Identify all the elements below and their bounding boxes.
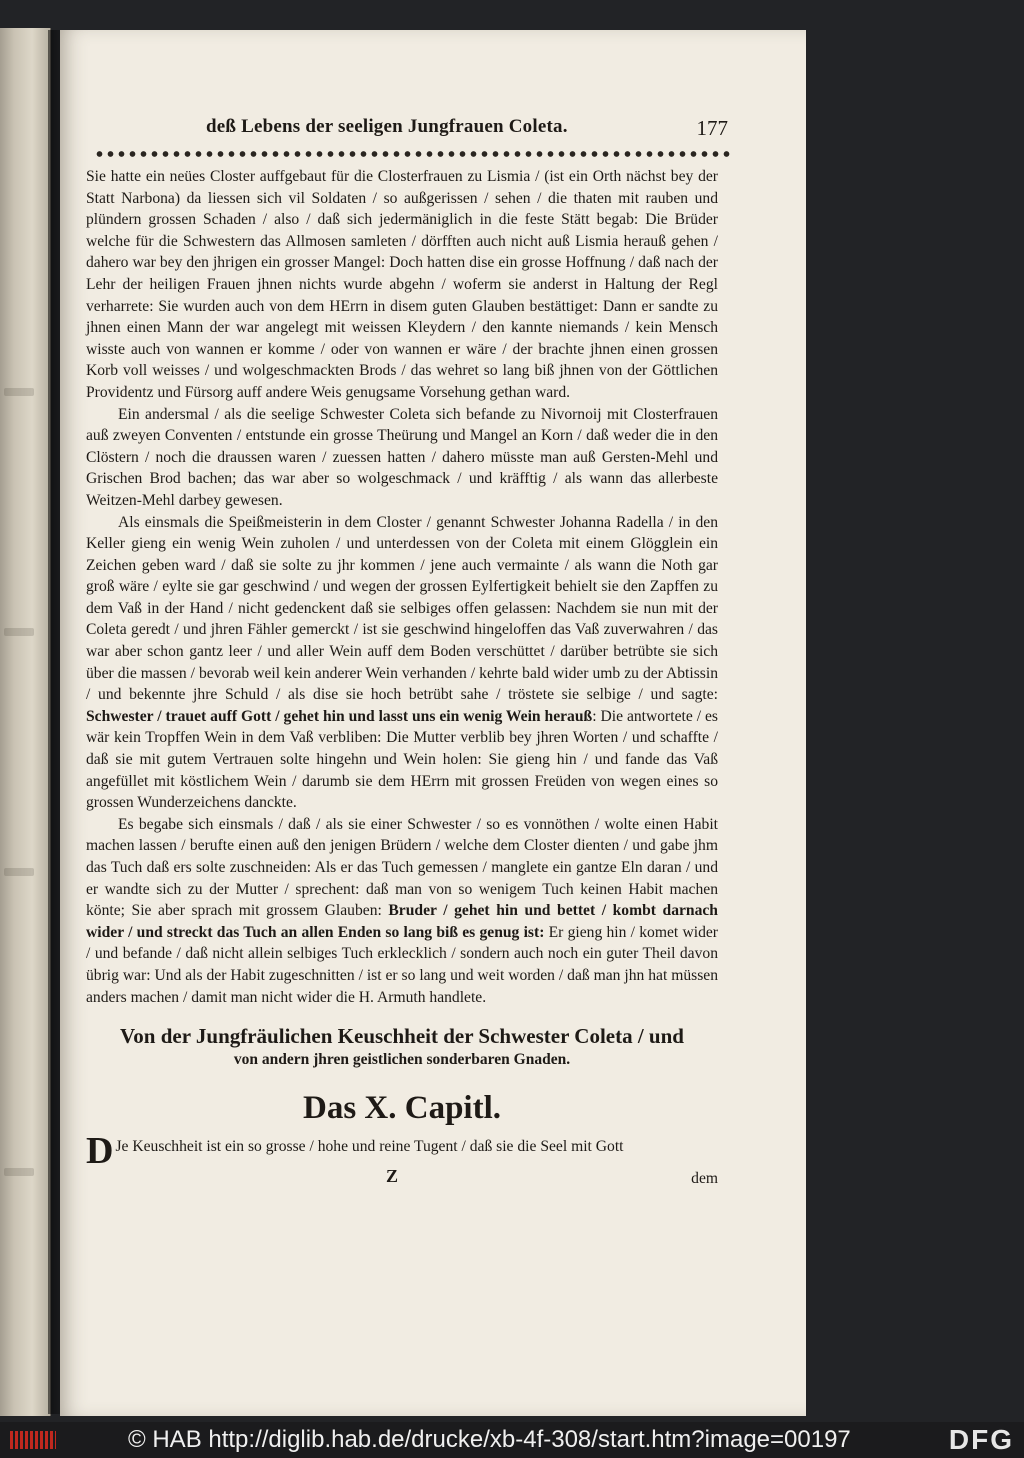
chapter-subtitle: von andern jhren geistlichen sonderbaren Gnaden. — [233, 1051, 571, 1069]
facing-page-edge — [0, 28, 51, 1416]
dfg-logo: DFG — [948, 1424, 1014, 1455]
opening-text: Je Keuschheit ist ein so grosse / hohe und reine Tugent / daß sie die Seel mit Gott — [115, 1138, 624, 1156]
running-head-title: deß Lebens der seeligen Jungfrauen Coleta. — [206, 116, 568, 137]
paragraph-3-quote: Schwester / trauet auff Gott / gehet hin und lasst uns ein wenig Wein herauß — [86, 707, 593, 725]
ornament-rule — [94, 148, 734, 160]
paragraph-4 — [86, 814, 718, 1008]
paragraph-1-text: Sie hatte ein neües Closter auffgebaut für die Closterfrauen zu Lismia / (ist ein Orth nächst bey der Statt Narbona) da liessen sich vil Soldaten / so außgerissen / sehen / die thaten mit rauben und plündern grossen Schaden / also / daß sich jedermäniglich in die feste Stätt begab: Die Brüder welche für die Schwestern das Allmosen samleten / dörfften auch nicht auß Lismia herauß gehen / dahero war bey den jhrigen ein grosser Mangel: Doch hatten dise ein grosse Hoffnung / daß nach der Lehr der heiligen Frauen jhnen nichts wurde abgehn / woferm sie anderst in Haltung der Regl verharrete: Sie wurden auch von dem HErrn in disem guten Glauben bestättiget: Dann er sandte zu jhnen einen Mann der war angelegt mit weissen Kleydern / den kannte niemands / kein Mensch wisste auch von wannen er komme / oder von wannen er wäre / der brachte jhnen einen grossen Korb voll weisses / und wolgeschmackten Brods / das wehret so lang biß jhnen von der Göttlichen Providentz und Fürsorg auff andere Weis genugsame Vorsehung gethan ward. — [86, 168, 718, 401]
paragraph-1 — [86, 166, 718, 404]
page-number: 177 — [696, 116, 728, 140]
paragraph-2 — [86, 404, 718, 512]
catchword: dem — [691, 1170, 718, 1188]
chapter-heading: Das X. Capitl. — [302, 1090, 502, 1127]
book-page — [60, 30, 806, 1416]
running-head — [86, 116, 728, 146]
chapter-title: Von der Jungfräulichen Keuschheit der Schwester Coleta / und — [120, 1024, 684, 1049]
viewer-footer — [0, 1422, 1024, 1458]
paragraph-4-text: Es begabe sich einsmals / daß / als sie einer Schwester / so es vonnöthen / wolte einen Habit machen lassen / berufte einen auß den jenigen Brüdern / welche dem Closter dienten / und gabe jhm das Tuch daß ers solte zuschneiden: Als er das Tuch gemessen / manglete ein gantze Eln daran / und er wandte sich zu der Mutter / sprechent: daß man von so wenigem Tuch keinen Habit machen könte; Sie aber sprach mit grossem Glauben: — [86, 815, 718, 920]
paragraph-3-text: Als einsmals die Speißmeisterin in dem Closter / genannt Schwester Johanna Radella / in den Keller gieng ein wenig Wein zuholen / und unterdessen von der Coleta mit einem Glögglein ein Zeichen geben ward / daß sie solte zu jhr kommen / jene auch vermainte / als wann die Noth gar groß wäre / eylte sie gar geschwind / und wegen der grossen Eylfertigkeit behielt sie den Zapffen zu dem Vaß in der Hand / nicht gedenckent daß sie selbiges offen gelassen: Nachdem sie nun mit der Coleta geredt / und jhren Fähler gemerckt / ist sie geschwind hingeloffen das Vaß zuverwahren / das war aber schon gantz leer / und aller Wein auff dem Boden verschüttet / darüber betrübte sie sich über die massen / bevorab weil kein anderer Wein verhanden / kehrte bald wider umb zu der Abtissin / und bekennte jhre Schuld / als dise sie hoch betrübt sahe / tröstete sie selbige / und sagte: — [86, 513, 718, 704]
paragraph-3 — [86, 512, 718, 814]
barcode-icon — [10, 1431, 56, 1449]
paragraph-2-text: Ein andersmal / als die seelige Schwester Coleta sich befande zu Nivornoij mit Closterfrauen auß zweyen Conventen / entstunde ein grosse Theürung und Mangel an Korn / daß weder die in den Clöstern / noch die draussen waren / zuessen hatten / dahero müsste man auß Gersten-Mehl und Grischen Brod bachen; das war aber so wolgeschmack / und kräfftig / als wann das allerbeste Weitzen-Mehl darbey gewesen. — [86, 405, 718, 509]
paragraph-4-after: Er gieng hin / komet wider / und befande / daß nicht allein selbiges Tuch erklecklich / sondern auch noch ein guter Theil davon übrig war: Und als der Habit zugeschnitten / ist er so lang und weit worden / daß man jhn hat müssen anders machen / damit man nicht wider die H. Armuth handlete. — [86, 923, 718, 1006]
chapter-opening — [86, 1130, 718, 1173]
signature-row — [86, 1166, 718, 1192]
paragraph-4-quote: Bruder / gehet hin und bettet / kombt darnach wider / und streckt das Tuch an allen Enden so lang biß es genug ist: — [86, 902, 718, 941]
page-content — [86, 116, 728, 1192]
signature-mark: Z — [386, 1166, 399, 1187]
footer-link[interactable]: © HAB http://diglib.hab.de/drucke/xb-4f-308/start.htm?image=00197 — [128, 1426, 851, 1453]
paragraph-3-after: : Die antwortete / es wär kein Tropffen Wein in dem Vaß verbliben: Die Mutter verblib bey jhren Worten / und schaffte / daß sie mit gutem Vertrauen solte hingehn und Wein holen: Sie gieng hin / und fande das Vaß angefüllet mit köstlichem Wein / darumb sie dem HErrn mit grossen Freüden von wegen eines so grossen Wunderzeichens danckte. — [86, 707, 718, 812]
drop-cap: D — [86, 1130, 114, 1173]
